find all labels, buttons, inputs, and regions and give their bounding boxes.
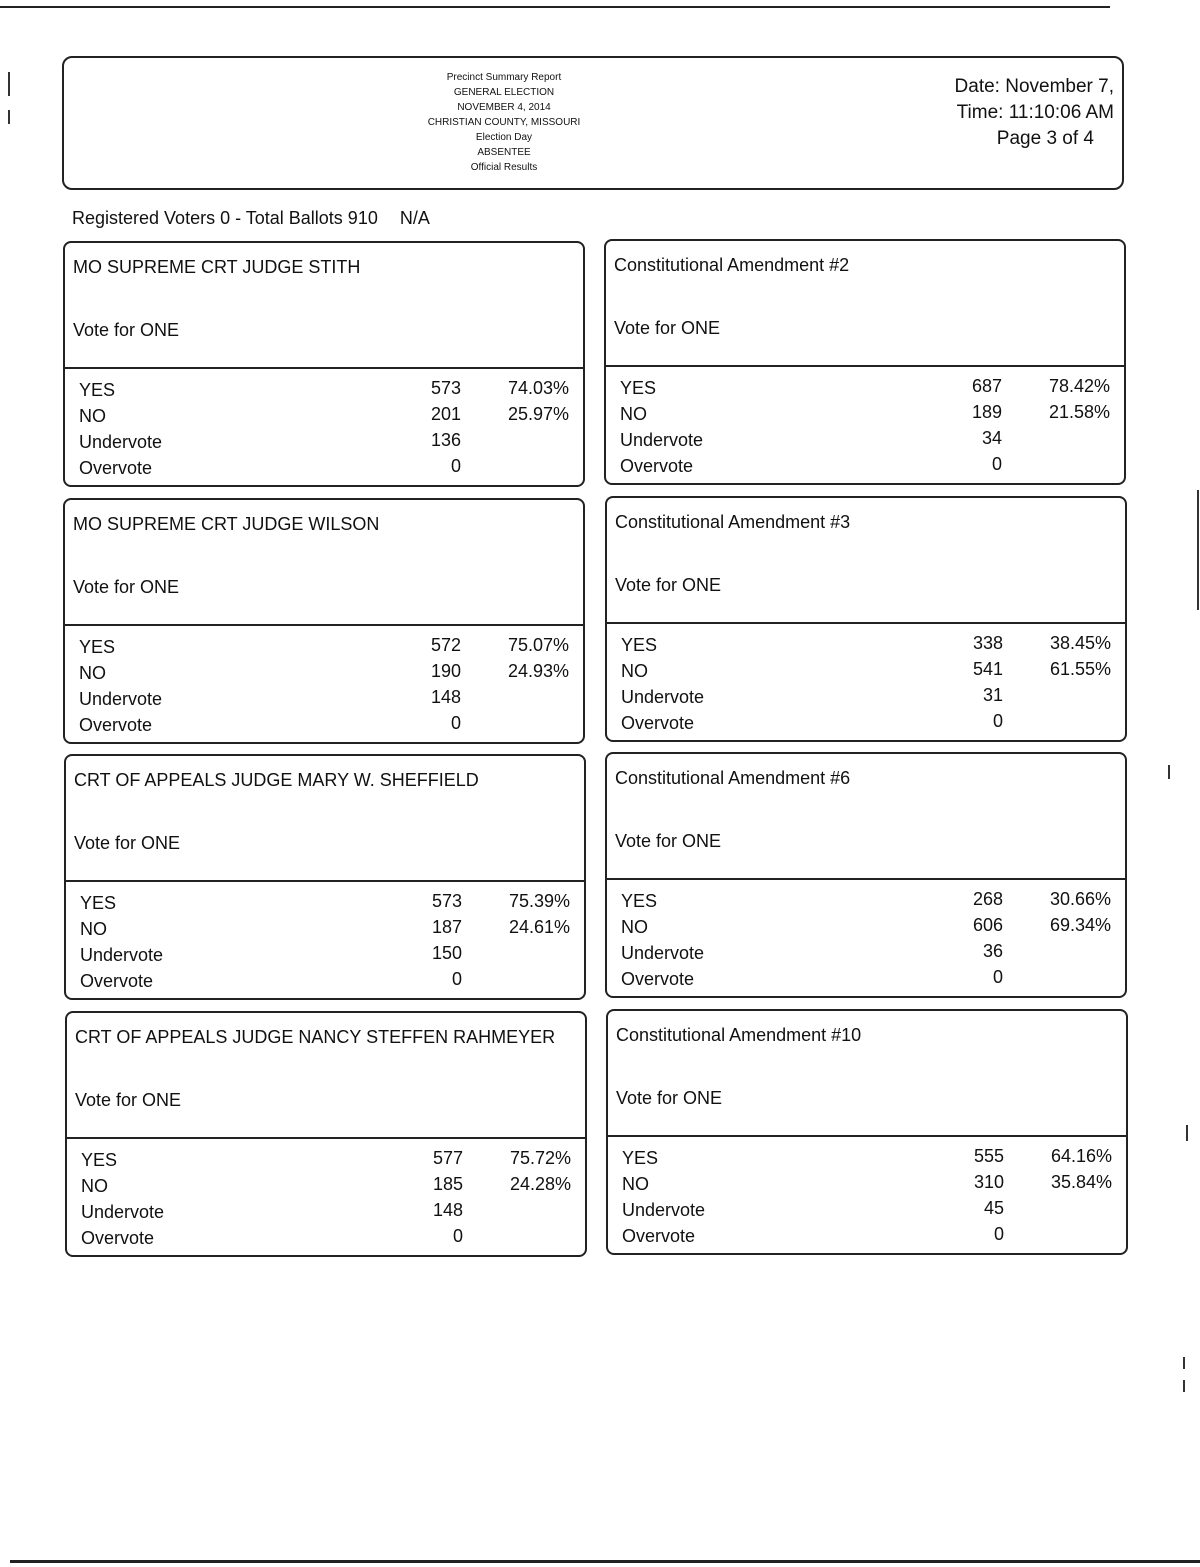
vote-percent: 38.45% [1049, 633, 1111, 653]
choice-label: Overvote [622, 1226, 696, 1246]
result-row [65, 635, 583, 661]
choice-label: Overvote [621, 969, 695, 989]
vote-percent: 61.55% [1049, 659, 1111, 679]
choice-label: NO [621, 917, 648, 937]
choice-label: Overvote [81, 1228, 155, 1248]
vote-percent: 25.97% [507, 404, 569, 424]
vote-for-label: Vote for ONE [75, 1090, 182, 1110]
vote-percent: 78.42% [1048, 376, 1110, 396]
result-row [608, 1198, 1126, 1224]
contest-header [608, 1011, 1126, 1137]
contest-header [66, 756, 584, 882]
contest-results [65, 369, 583, 482]
scan-mark [1183, 1380, 1185, 1392]
choice-label: NO [81, 1176, 108, 1196]
contest-header [606, 241, 1124, 367]
choice-label: Undervote [620, 430, 704, 450]
vote-percent: 75.72% [509, 1148, 571, 1168]
report-meta [955, 74, 1114, 152]
choice-label: NO [80, 919, 107, 939]
vote-count: 541 [972, 659, 1003, 679]
vote-count: 187 [431, 917, 462, 937]
vote-count: 573 [430, 378, 461, 398]
scan-mark [1168, 765, 1170, 779]
contest-title: CRT OF APPEALS JUDGE NANCY STEFFEN RAHMEYER [75, 1027, 556, 1047]
result-row [65, 687, 583, 713]
result-row [67, 1200, 585, 1226]
choice-label: Overvote [80, 971, 154, 991]
result-row [606, 376, 1124, 402]
header-line: CHRISTIAN COUNTY, MISSOURI [427, 117, 581, 128]
vote-percent: 74.03% [507, 378, 569, 398]
header-line: ABSENTEE [477, 147, 531, 158]
choice-label: Undervote [81, 1202, 165, 1222]
result-row [65, 430, 583, 456]
result-row [608, 1172, 1126, 1198]
result-row [607, 633, 1125, 659]
choice-label: YES [622, 1148, 659, 1168]
scan-mark [1183, 1357, 1185, 1369]
vote-percent: 30.66% [1049, 889, 1111, 909]
choice-label: Overvote [79, 458, 153, 478]
choice-label: Undervote [80, 945, 164, 965]
vote-percent: 75.39% [508, 891, 570, 911]
scan-mark [8, 110, 10, 124]
result-row [607, 711, 1125, 737]
contest-results [607, 624, 1125, 737]
result-row [66, 891, 584, 917]
choice-label: Overvote [79, 715, 153, 735]
choice-label: NO [79, 663, 106, 683]
vote-for-label: Vote for ONE [615, 575, 722, 595]
result-row [607, 889, 1125, 915]
result-row [607, 659, 1125, 685]
vote-count: 0 [993, 1224, 1004, 1244]
vote-count: 34 [981, 428, 1002, 448]
vote-count: 185 [432, 1174, 463, 1194]
header-line: NOVEMBER 4, 2014 [457, 102, 551, 113]
vote-count: 31 [982, 685, 1003, 705]
vote-for-label: Vote for ONE [73, 577, 180, 597]
vote-count: 189 [971, 402, 1002, 422]
contest-box [605, 496, 1127, 742]
scan-mark [8, 72, 10, 96]
choice-label: NO [620, 404, 647, 424]
vote-for-label: Vote for ONE [615, 831, 722, 851]
result-row [65, 661, 583, 687]
page-top-rule [0, 6, 1110, 8]
contest-results [65, 626, 583, 739]
result-row [608, 1146, 1126, 1172]
vote-percent: 24.93% [507, 661, 569, 681]
vote-for-label: Vote for ONE [73, 320, 180, 340]
header-line: Official Results [470, 162, 538, 173]
choice-label: NO [621, 661, 648, 681]
result-row [606, 428, 1124, 454]
contest-header [67, 1013, 585, 1139]
contest-header [65, 500, 583, 626]
contest-title: CRT OF APPEALS JUDGE MARY W. SHEFFIELD [74, 770, 479, 790]
vote-count: 0 [992, 967, 1003, 987]
result-row [66, 969, 584, 995]
vote-count: 0 [991, 454, 1002, 474]
vote-count: 572 [430, 635, 461, 655]
choice-label: YES [81, 1150, 118, 1170]
contest-results [66, 882, 584, 995]
result-row [606, 402, 1124, 428]
vote-count: 573 [431, 891, 462, 911]
vote-percent: 75.07% [507, 635, 569, 655]
vote-percent: 69.34% [1049, 915, 1111, 935]
choice-label: Undervote [621, 943, 705, 963]
choice-label: NO [79, 406, 106, 426]
report-date: Date: November 7, [954, 76, 1114, 97]
report-time: Time: 11:10:06 AM [956, 102, 1114, 123]
result-row [606, 454, 1124, 480]
vote-count: 687 [971, 376, 1002, 396]
contest-box [604, 239, 1126, 485]
choice-label: YES [79, 637, 116, 657]
registered-voters-text: Registered Voters 0 - Total Ballots 910 [72, 208, 378, 228]
result-row [67, 1148, 585, 1174]
vote-count: 148 [432, 1200, 463, 1220]
choice-label: Undervote [621, 687, 705, 707]
vote-count: 148 [430, 687, 461, 707]
result-row [65, 404, 583, 430]
vote-count: 136 [430, 430, 461, 450]
result-row [67, 1226, 585, 1252]
contest-box [65, 1011, 587, 1257]
result-row [67, 1174, 585, 1200]
result-row [65, 378, 583, 404]
contest-results [67, 1139, 585, 1252]
report-title-block [364, 70, 644, 175]
report-header [62, 56, 1124, 190]
vote-count: 555 [973, 1146, 1004, 1166]
choice-label: YES [621, 891, 658, 911]
vote-count: 190 [430, 661, 461, 681]
vote-count: 577 [432, 1148, 463, 1168]
header-line: Precinct Summary Report [446, 72, 562, 83]
contest-title: Constitutional Amendment #10 [616, 1025, 862, 1045]
choice-label: YES [620, 378, 657, 398]
contest-header [65, 243, 583, 369]
vote-percent: 35.84% [1050, 1172, 1112, 1192]
vote-count: 0 [452, 1226, 463, 1246]
na-label: N/A [399, 208, 430, 228]
vote-percent: 24.28% [509, 1174, 571, 1194]
vote-count: 338 [972, 633, 1003, 653]
vote-count: 0 [992, 711, 1003, 731]
contest-title: MO SUPREME CRT JUDGE WILSON [73, 514, 380, 534]
choice-label: Overvote [620, 456, 694, 476]
result-row [608, 1224, 1126, 1250]
choice-label: NO [622, 1174, 649, 1194]
vote-count: 0 [450, 713, 461, 733]
scan-mark [1197, 490, 1199, 610]
contest-box [605, 752, 1127, 998]
vote-count: 606 [972, 915, 1003, 935]
choice-label: Undervote [79, 432, 163, 452]
vote-percent: 21.58% [1048, 402, 1110, 422]
contest-title: Constitutional Amendment #2 [614, 255, 850, 275]
choice-label: YES [80, 893, 117, 913]
contest-title: Constitutional Amendment #3 [615, 512, 851, 532]
result-row [607, 941, 1125, 967]
vote-percent: 64.16% [1050, 1146, 1112, 1166]
contest-results [608, 1137, 1126, 1250]
vote-count: 45 [983, 1198, 1004, 1218]
choice-label: Undervote [622, 1200, 706, 1220]
header-line: Election Day [475, 132, 533, 143]
contest-header [607, 754, 1125, 880]
choice-label: YES [79, 380, 116, 400]
vote-count: 0 [451, 969, 462, 989]
result-row [607, 685, 1125, 711]
contest-header [607, 498, 1125, 624]
vote-percent: 24.61% [508, 917, 570, 937]
contest-box [606, 1009, 1128, 1255]
vote-for-label: Vote for ONE [616, 1088, 723, 1108]
choice-label: Overvote [621, 713, 695, 733]
result-row [66, 943, 584, 969]
contest-results [607, 880, 1125, 993]
page-number: Page 3 of 4 [996, 128, 1094, 149]
contest-results [606, 367, 1124, 480]
contest-title: MO SUPREME CRT JUDGE STITH [73, 257, 361, 277]
vote-count: 0 [450, 456, 461, 476]
vote-count: 310 [973, 1172, 1004, 1192]
result-row [65, 456, 583, 482]
result-row [607, 967, 1125, 993]
ballot-summary [72, 208, 430, 229]
scan-mark [1186, 1125, 1188, 1141]
choice-label: Undervote [79, 689, 163, 709]
contest-box [63, 241, 585, 487]
choice-label: YES [621, 635, 658, 655]
result-row [65, 713, 583, 739]
vote-for-label: Vote for ONE [74, 833, 181, 853]
vote-count: 36 [982, 941, 1003, 961]
page-bottom-rule [10, 1560, 1200, 1563]
contest-box [63, 498, 585, 744]
result-row [607, 915, 1125, 941]
vote-for-label: Vote for ONE [614, 318, 721, 338]
header-line: GENERAL ELECTION [453, 87, 555, 98]
vote-count: 150 [431, 943, 462, 963]
vote-count: 268 [972, 889, 1003, 909]
contest-box [64, 754, 586, 1000]
result-row [66, 917, 584, 943]
contest-title: Constitutional Amendment #6 [615, 768, 851, 788]
vote-count: 201 [430, 404, 461, 424]
